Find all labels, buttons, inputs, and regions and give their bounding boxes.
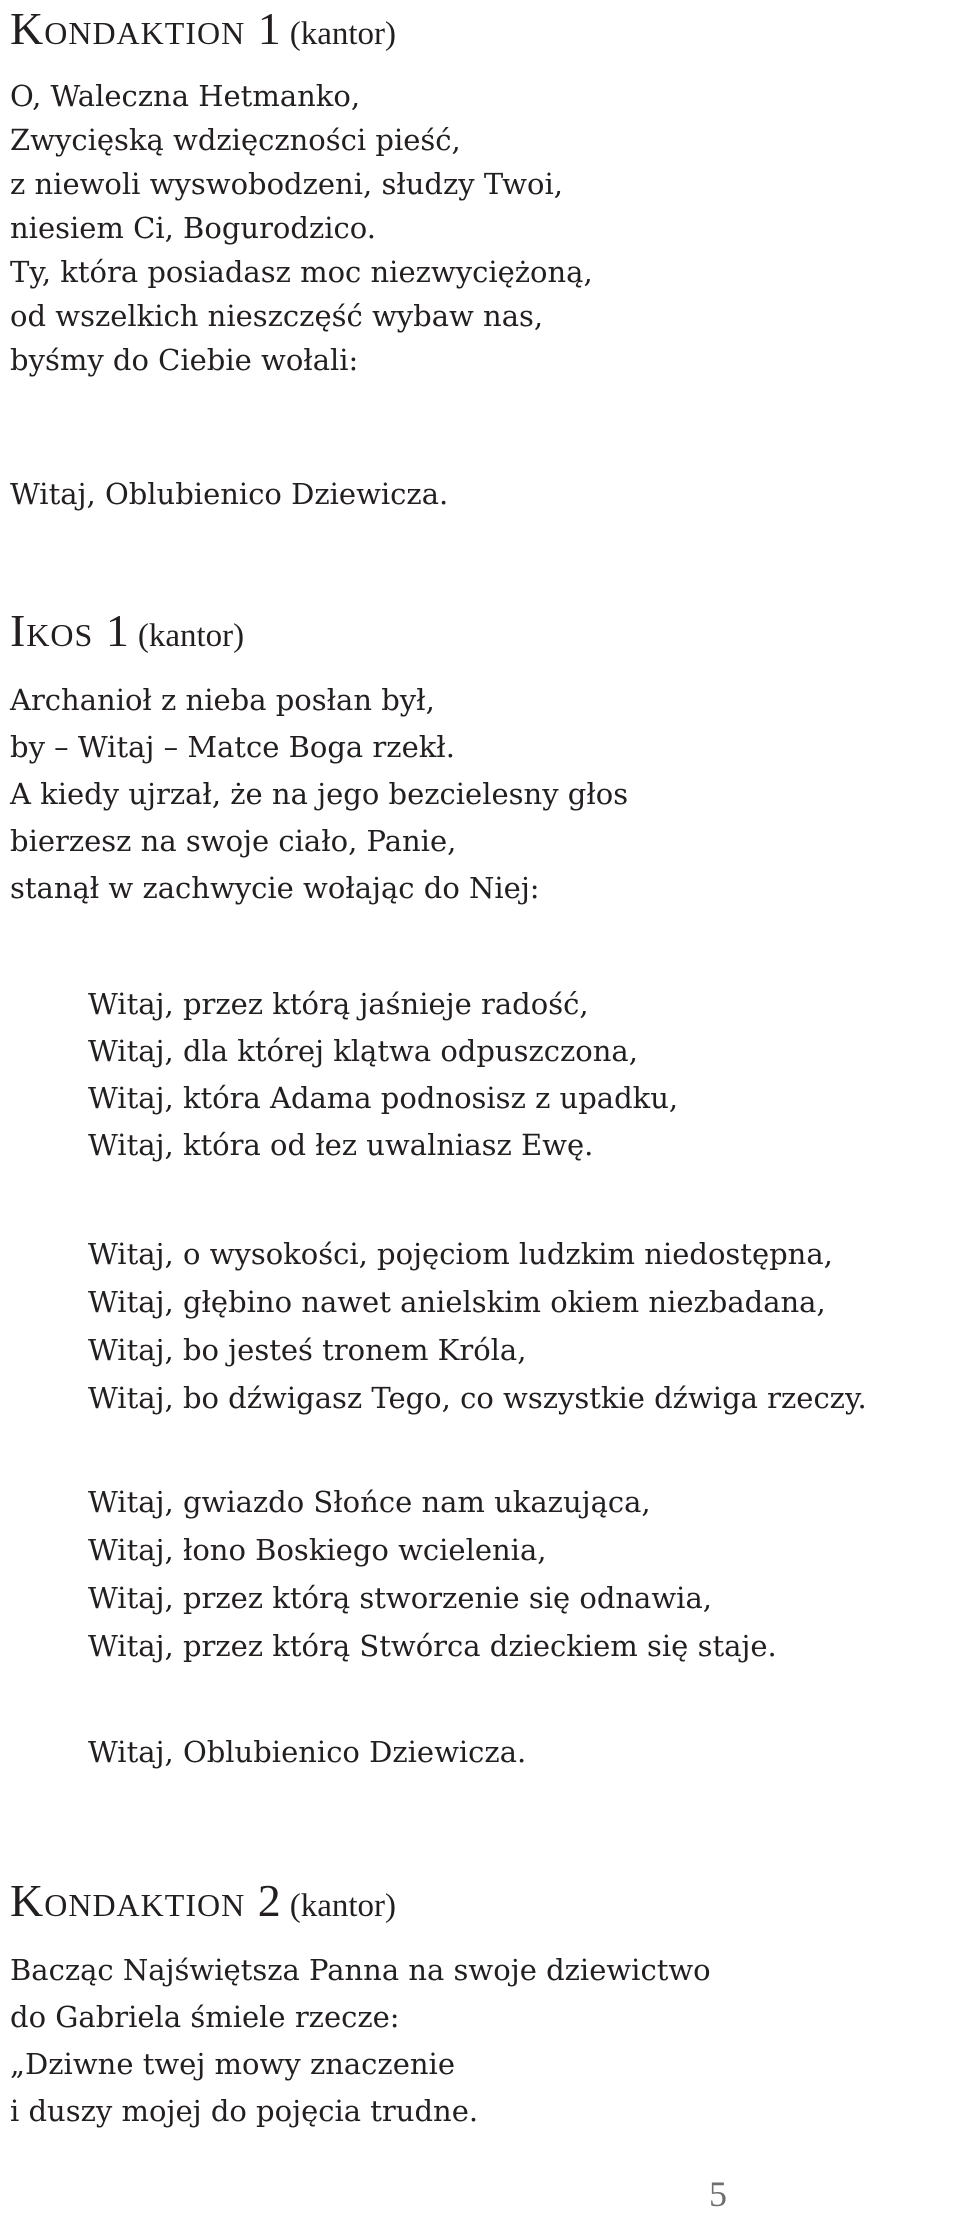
verse-line: i duszy mojej do pojęcia trudne. <box>10 2094 479 2128</box>
verse-line: od wszelkich nieszczęść wybaw nas, <box>10 299 544 333</box>
refrain <box>10 477 449 511</box>
verse-line: Witaj, Oblubienico Dziewicza. <box>10 477 449 511</box>
verse-line: z niewoli wyswobodzeni, słudzy Twoi, <box>10 167 563 201</box>
verse-line: by – Witaj – Matce Boga rzekł. <box>10 730 455 764</box>
verse-line: Witaj, przez którą Stwórca dzieckiem się staje. <box>88 1629 777 1663</box>
stanza <box>88 1485 777 1680</box>
verse-line: Witaj, głębino nawet anielskim okiem niezbadana, <box>88 1285 826 1319</box>
verse-line: byśmy do Ciebie wołali: <box>10 343 359 377</box>
stanza <box>10 79 593 390</box>
section-title: Kondaktion 2 <box>10 1875 282 1926</box>
verse-line: Witaj, dla której klątwa odpuszczona, <box>88 1034 638 1068</box>
section-heading-ikos-1 <box>10 605 245 656</box>
verse-line: niesiem Ci, Bogurodzico. <box>10 211 376 245</box>
verse-line: Witaj, gwiazdo Słońce nam ukazująca, <box>88 1485 651 1519</box>
section-title: Kondaktion 1 <box>10 3 282 54</box>
verse-line: Witaj, przez którą jaśnieje radość, <box>88 987 589 1021</box>
verse-line: do Gabriela śmiele rzecze: <box>10 2000 400 2034</box>
verse-line: Witaj, bo dźwigasz Tego, co wszystkie dźwiga rzeczy. <box>88 1381 867 1415</box>
verse-line: Archanioł z nieba posłan był, <box>10 683 435 717</box>
verse-line: bierzesz na swoje ciało, Panie, <box>10 824 457 858</box>
section-heading-kondaktion-1 <box>10 3 396 54</box>
stanza <box>10 1953 711 2144</box>
verse-line: Witaj, Oblubienico Dziewicza. <box>88 1735 527 1769</box>
refrain <box>88 1735 527 1769</box>
verse-line: Witaj, która Adama podnosisz z upadku, <box>88 1081 679 1115</box>
stanza <box>10 683 629 921</box>
verse-line: A kiedy ujrzał, że na jego bezcielesny głos <box>10 777 629 811</box>
stanza <box>88 1237 867 1432</box>
verse-line: Witaj, o wysokości, pojęciom ludzkim niedostępna, <box>88 1237 833 1271</box>
section-title: Ikos 1 <box>10 605 130 656</box>
verse-line: Bacząc Najświętsza Panna na swoje dziewictwo <box>10 1953 711 1987</box>
section-heading-kondaktion-2 <box>10 1875 396 1926</box>
stanza <box>88 987 679 1178</box>
verse-line: Zwycięską wdzięczności pieść, <box>10 123 461 157</box>
verse-line: „Dziwne twej mowy znaczenie <box>10 2047 455 2081</box>
section-role: (kantor) <box>289 1888 396 1924</box>
verse-line: Ty, która posiadasz moc niezwyciężoną, <box>10 255 593 289</box>
verse-line: Witaj, która od łez uwalniasz Ewę. <box>88 1128 594 1162</box>
section-role: (kantor) <box>289 16 396 52</box>
verse-line: Witaj, przez którą stworzenie się odnawia, <box>88 1581 712 1615</box>
page-number: 5 <box>709 2174 727 2214</box>
verse-line: Witaj, bo jesteś tronem Króla, <box>88 1333 527 1367</box>
verse-line: stanął w zachwycie wołając do Niej: <box>10 871 540 905</box>
verse-line: O, Waleczna Hetmanko, <box>10 79 361 113</box>
section-role: (kantor) <box>137 618 245 654</box>
verse-line: Witaj, łono Boskiego wcielenia, <box>88 1533 547 1567</box>
